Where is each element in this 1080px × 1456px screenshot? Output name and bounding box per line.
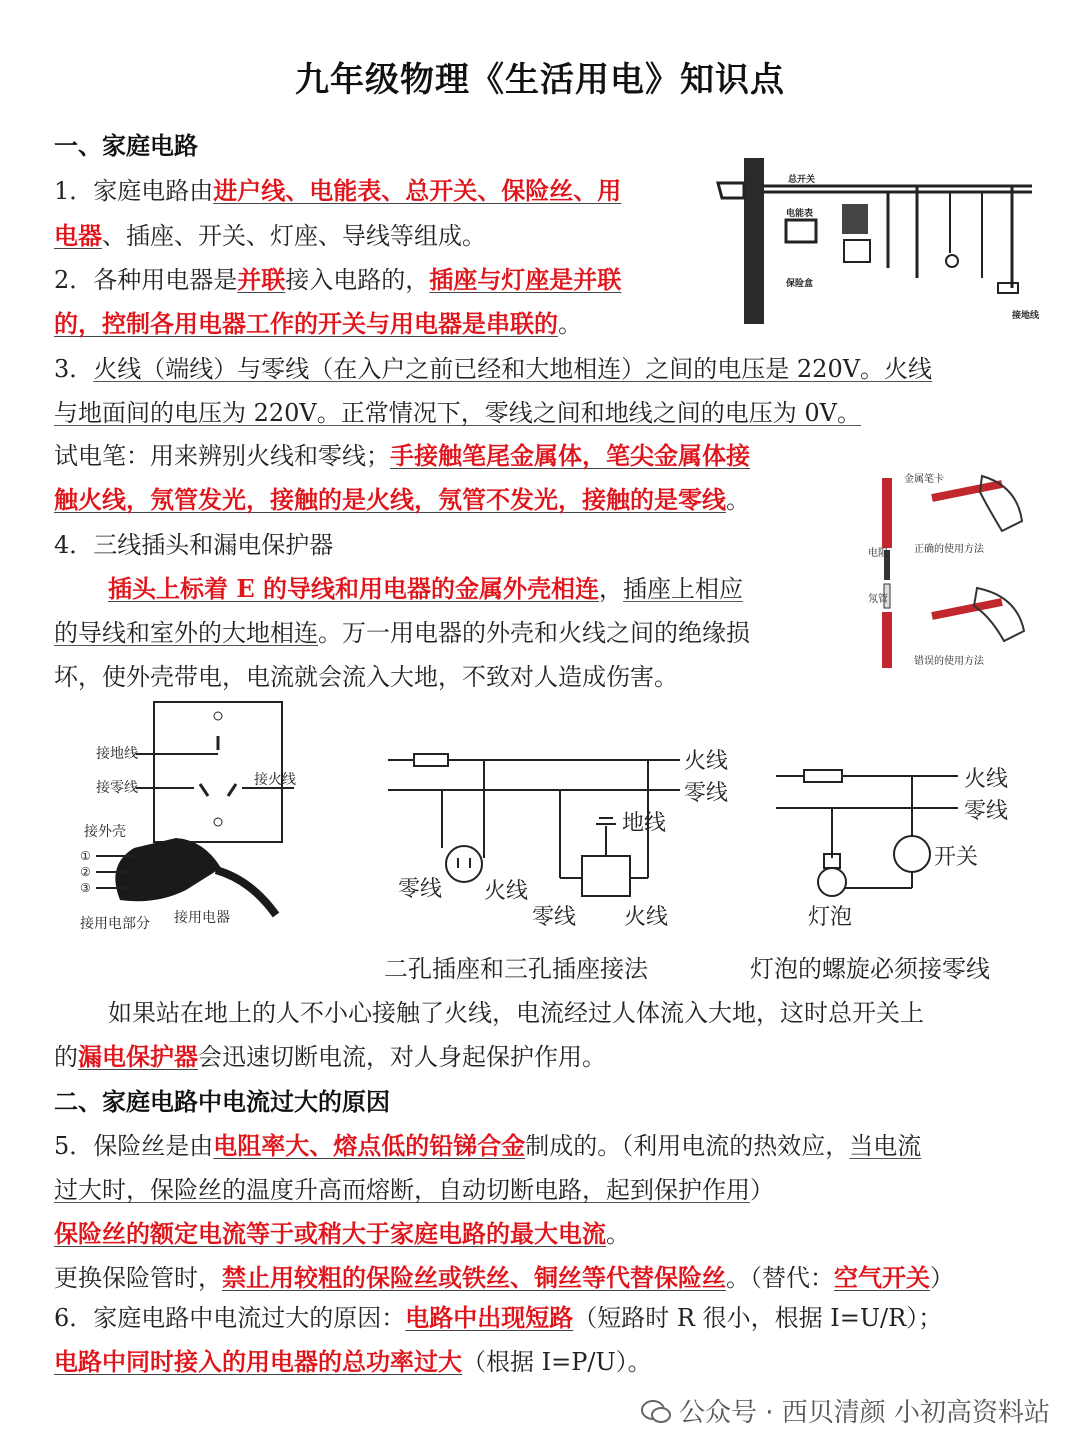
rcd-line2: 的漏电保护器会迅速切断电流，对人身起保护作用。: [54, 1042, 606, 1071]
test-pen-figure: [862, 466, 1042, 676]
wiring1-neutral-label: 零线: [684, 781, 729, 806]
live-slot: [228, 784, 236, 796]
socket-plug-figure: [76, 700, 301, 940]
tester-line1: 试电笔：用来辨别火线和零线；手接触笔尾金属体，笔尖金属体接: [54, 441, 750, 470]
wiring1-neutral-b: 零线: [532, 905, 577, 930]
wiring1-live-b: 火线: [624, 905, 669, 930]
wiring2-live-label: 火线: [964, 767, 1009, 792]
wiring2-bulb-label: 灯泡: [808, 905, 853, 930]
tester-line2: 触火线，氖管发光，接触的是火线，氖管不发光，接触的是零线。: [54, 485, 750, 514]
point4-line3: 坏，使外壳带电，电流就会流入大地，不致对人造成伤害。: [54, 663, 678, 691]
wiring2-switch-label: 开关: [934, 845, 979, 870]
page-title: 九年级物理《生活用电》知识点: [295, 60, 785, 100]
plug-shell-label: 接外壳: [84, 824, 126, 840]
outlet-icon: [998, 283, 1018, 293]
wrong-usage-label: 错误的使用方法: [914, 656, 984, 667]
wiring2-neutral-label: 零线: [964, 799, 1009, 824]
socket-wiring-figure: [384, 738, 744, 938]
fuse-box-label: 保险盒: [786, 279, 814, 289]
caption-bulb: 灯泡的螺旋必须接零线: [750, 955, 990, 983]
neon-label: 氖管: [868, 594, 888, 605]
point1-line1: 1．家庭电路由进户线、电能表、总开关、保险丝、用: [54, 176, 622, 205]
point3-line2: 与地面间的电压为 220V。正常情况下，零线之间和地线之间的电压为 0V。: [54, 399, 861, 427]
resistor-label: 电阻: [868, 548, 888, 559]
point6-line2: 电路中同时接入的用电器的总功率过大（根据 I=P/U）。: [54, 1347, 652, 1376]
wiring1-live-label: 火线: [684, 749, 729, 774]
socket-live-label: 接火线: [254, 772, 296, 788]
point1-line2: 电器、插座、开关、灯座、导线等组成。: [54, 221, 486, 250]
point5-line2: 过大时，保险丝的温度升高而熔断，自动切断电路，起到保护作用）: [54, 1176, 774, 1204]
pen-body-top: [882, 478, 892, 548]
main-switch-box: [842, 204, 868, 234]
hand-wrong-icon: [974, 588, 1024, 641]
two-hole-socket: [446, 846, 482, 882]
plug-part-label: 接用电部分: [80, 916, 150, 932]
section1-heading: 一、家庭电路: [54, 132, 198, 160]
service-entrance: [718, 183, 744, 198]
pen-body-bottom: [882, 612, 892, 668]
point6-line1: 6．家庭电路中电流过大的原因：电路中出现短路（短路时 R 很小，根据 I=U/R）；: [54, 1303, 943, 1332]
ground-label: 接地线: [1012, 311, 1040, 321]
plug-body: [115, 838, 221, 901]
fuse-box: [844, 240, 870, 262]
switch-icon: [894, 836, 930, 872]
wiring1-live-a: 火线: [484, 879, 529, 904]
rcd-line1: 如果站在地上的人不小心接触了火线，电流经过人体流入大地，这时总开关上: [108, 999, 924, 1027]
three-hole-socket: [582, 856, 630, 896]
point4-heading: 4．三线插头和漏电保护器: [54, 531, 334, 559]
meter-label: 电能表: [786, 209, 814, 219]
rated-current-line: 保险丝的额定电流等于或稍大于家庭电路的最大电流。: [54, 1219, 630, 1248]
socket-neutral-label: 接零线: [96, 780, 138, 796]
pen-wrong: [932, 602, 1002, 616]
plug-device-label: 接用电器: [174, 910, 230, 926]
point5-line1: 5．保险丝是由电阻率大、熔点低的铅锑合金制成的。（利用电流的热效应，当电流: [54, 1131, 922, 1160]
replace-fuse-line: 更换保险管时，禁止用较粗的保险丝或铁丝、铜丝等代替保险丝。（替代：空气开关）: [54, 1263, 954, 1292]
point4-line1: 插头上标着 E 的导线和用电器的金属外壳相连，插座上相应: [108, 574, 744, 603]
bulb-wiring-figure: [772, 758, 1032, 938]
socket-ground-label: 接地线: [96, 746, 138, 762]
home-circuit-figure: [712, 158, 1042, 328]
plug-n2: ②: [80, 865, 91, 879]
wechat-icon: [641, 1399, 671, 1425]
bulb-icon-2: [818, 868, 846, 896]
main-switch-label: 总开关: [788, 175, 816, 185]
wall: [744, 158, 764, 324]
point4-line2: 的导线和室外的大地相连。万一用电器的外壳和火线之间的绝缘损: [54, 619, 750, 647]
point3-line1: 3．火线（端线）与零线（在入户之前已经和大地相连）之间的电压是 220V。火线: [54, 355, 933, 383]
watermark: 公众号 · 西贝清颜 小初高资料站: [641, 1392, 1050, 1429]
plug-cable: [216, 870, 276, 915]
caption-socket: 二孔插座和三孔插座接法: [384, 955, 648, 983]
neutral-slot: [200, 784, 208, 796]
section2-heading: 二、家庭电路中电流过大的原因: [54, 1088, 390, 1116]
fuse-icon-2: [804, 770, 842, 782]
correct-usage-label: 正确的使用方法: [914, 544, 984, 555]
wiring1-earth-label: 地线: [622, 811, 667, 836]
point2-line1: 2．各种用电器是并联接入电路的，插座与灯座是并联: [54, 265, 622, 294]
meter-box: [786, 220, 816, 242]
fuse-icon: [414, 754, 448, 766]
plug-n3: ③: [80, 881, 91, 895]
wiring1-neutral-a: 零线: [398, 877, 443, 902]
pen-cap-label: 金属笔卡: [904, 474, 944, 485]
pen-correct: [932, 484, 1002, 498]
point2-line2: 的，控制各用电器工作的开关与用电器是串联的。: [54, 309, 582, 338]
plug-n1: ①: [80, 849, 91, 863]
bulb-icon: [946, 255, 958, 267]
